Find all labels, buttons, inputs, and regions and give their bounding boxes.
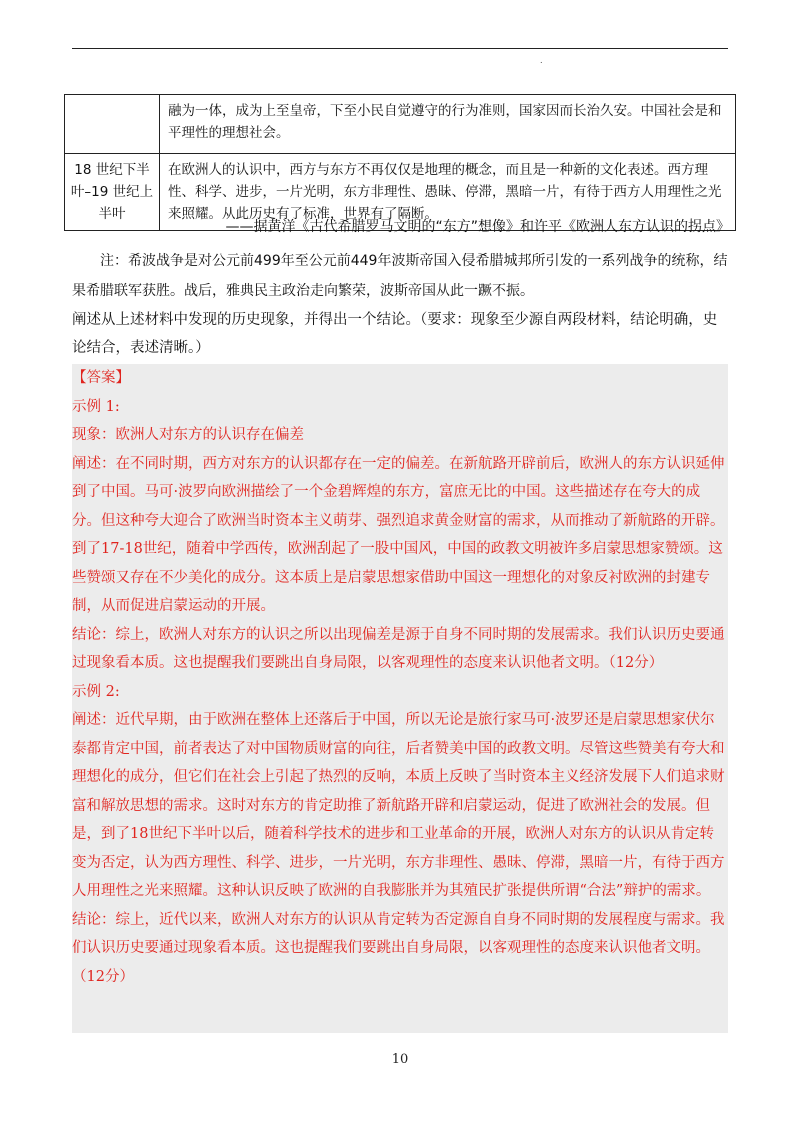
- header-rule: [72, 48, 728, 49]
- table-row: [65, 95, 736, 154]
- answer-label: 【答案】: [72, 370, 130, 386]
- example2-elaboration: 阐述：近代早期，由于欧洲在整体上还落后于中国，所以无论是旅行家马可·波罗还是启蒙思想家伏尔泰都肯定中国，前者表达了对中国物质财富的向往，后者赞美中国的政教文明。尽管这些赞美有夸大和理想化的成分，但它们在社会上引起了热烈的反响，本质上反映了当时资本主义经济发展下人们追求财富和解放思想的需求。这时对东方的肯定助推了新航路开辟和启蒙运动，促进了欧洲社会的发展。但是，到了18世纪下半叶以后，随着科学技术的进步和工业革命的开展，欧洲人对东方的认识从肯定转变为否定，认为西方理性、科学、进步，一片光明，东方非理性、愚昧、停滞，黑暗一片，有待于西方人用理性之光来照耀。这种认识反映了欧洲的自我膨胀并为其殖民扩张提供所谓“合法”辩护的需求。: [72, 712, 725, 899]
- period-cell: 18 世纪下半叶–19 世纪上半叶: [65, 154, 160, 231]
- example1-conclusion: 结论：综上，欧洲人对东方的认识之所以出现偏差是源于自身不同时期的发展需求。我们认识历史要通过现象看本质。这也提醒我们要跳出自身局限，以客观理性的态度来认识他者文明。（12分）: [72, 626, 725, 671]
- period-cell: [65, 95, 160, 154]
- header-dot: .: [540, 56, 543, 65]
- page-number: 10: [391, 1052, 409, 1067]
- example2-title: 示例 2:: [72, 683, 120, 700]
- example1-title: 示例 1:: [72, 398, 120, 415]
- content-cell: 在欧洲人的认识中，西方与东方不再仅仅是地理的概念，而且是一种新的文化表述。西方理性、科学、进步，一片光明，东方非理性、愚昧、停滞，黑暗一片，有待于西方人用理性之光来照耀。从此历史有了标准，世界有了隔断。: [160, 154, 736, 231]
- example1-phenomenon: 现象：欧洲人对东方的认识存在偏差: [72, 427, 304, 443]
- note-paragraph: 注：希波战争是对公元前499年至公元前449年波斯帝国入侵希腊城邦所引发的一系列战争的统称，结果希腊联军获胜。战后，雅典民主政治走向繁荣，波斯帝国从此一蹶不振。: [72, 253, 728, 299]
- history-table: [64, 94, 736, 231]
- answer-block: [72, 364, 728, 1033]
- example1-elaboration: 阐述：在不同时期，西方对东方的认识都存在一定的偏差。在新航路开辟前后，欧洲人的东方认识延伸到了中国。马可·波罗向欧洲描绘了一个金碧辉煌的东方，富庶无比的中国。这些描述存在夸大的成分。但这种夸大迎合了欧洲当时资本主义萌芽、强烈追求黄金财富的需求，从而推动了新航路的开辟。到了17-18世纪，随着中学西传，欧洲刮起了一股中国风，中国的政教文明被许多启蒙思想家赞颂。这些赞颂又存在不少美化的成分。这本质上是启蒙思想家借助中国这一理想化的对象反衬欧洲的封建专制，从而促进启蒙运动的开展。: [72, 455, 725, 614]
- question-text: 阐述从上述材料中发现的历史现象，并得出一个结论。（要求：现象至少源自两段材料，结论明确，史论结合，表述清晰。）: [72, 312, 718, 356]
- source-citation: ——据黄洋《古代希腊罗马文明的“东方”想像》和许平《欧洲人东方认识的拐点》: [225, 219, 730, 235]
- example2-conclusion: 结论：综上，近代以来，欧洲人对东方的认识从肯定转为否定源自自身不同时期的发展程度与需求。我们认识历史要通过现象看本质。这也提醒我们要跳出自身局限，以客观理性的态度来认识他者文明。（12分）: [72, 911, 725, 985]
- content-cell: 融为一体，成为上至皇帝，下至小民自觉遵守的行为准则，国家因而长治久安。中国社会是和平理性的理想社会。: [160, 95, 736, 154]
